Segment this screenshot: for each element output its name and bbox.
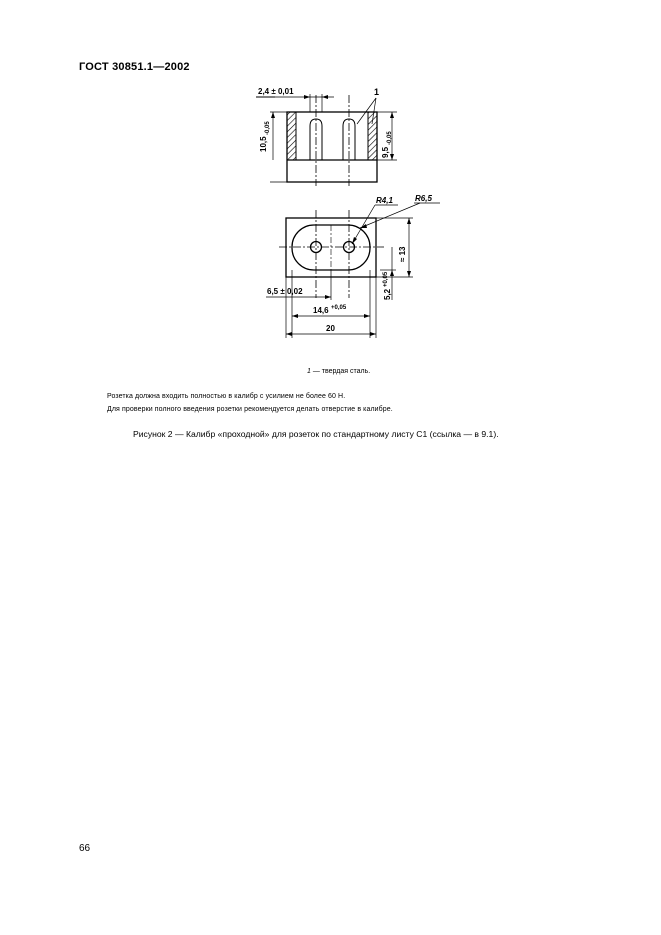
technical-drawing xyxy=(0,0,661,360)
dim-20: 20 xyxy=(326,324,335,333)
dim-r-4-1: R4,1 xyxy=(376,196,393,205)
legend-text: — твердая сталь. xyxy=(310,368,371,375)
page-number: 66 xyxy=(79,843,91,854)
dim-9-5: 9,5 xyxy=(381,146,390,158)
dim-r-6-5: R6,5 xyxy=(415,194,432,203)
dim-5-2-tol: +0,05 xyxy=(383,271,389,287)
dim-14-6-tol: +0,05 xyxy=(331,305,347,311)
dim-6-5: 6,5 ± 0,02 xyxy=(267,287,303,296)
dim-14-6: 14,6 xyxy=(313,306,329,315)
note-line-1: Розетка должна входить полностью в калибр с усилием не более 60 Н. xyxy=(107,393,346,400)
dim-5-2: 5,2 xyxy=(383,288,392,300)
figure-caption: Рисунок 2 — Калибр «проходной» для розеток по стандартному листу С1 (ссылка — в 9.1). xyxy=(133,429,499,439)
note-line-2: Для проверки полного введения розетки рекомендуется делать отверстие в калибре. xyxy=(107,406,393,413)
document-header: ГОСТ 30851.1—2002 xyxy=(79,61,190,73)
dim-2-4: 2,4 ± 0,01 xyxy=(258,87,294,96)
dim-10-5: 10,5 xyxy=(259,136,268,152)
plan-view xyxy=(266,203,440,338)
dim-10-5-tol: -0,05 xyxy=(265,121,271,135)
dim-13: ≈ 13 xyxy=(398,246,407,262)
figure-legend xyxy=(307,368,370,375)
legend-number: 1 xyxy=(307,368,311,375)
section-view xyxy=(256,94,397,186)
callout-1: 1 xyxy=(374,87,380,97)
dim-9-5-tol: -0,05 xyxy=(387,131,393,145)
